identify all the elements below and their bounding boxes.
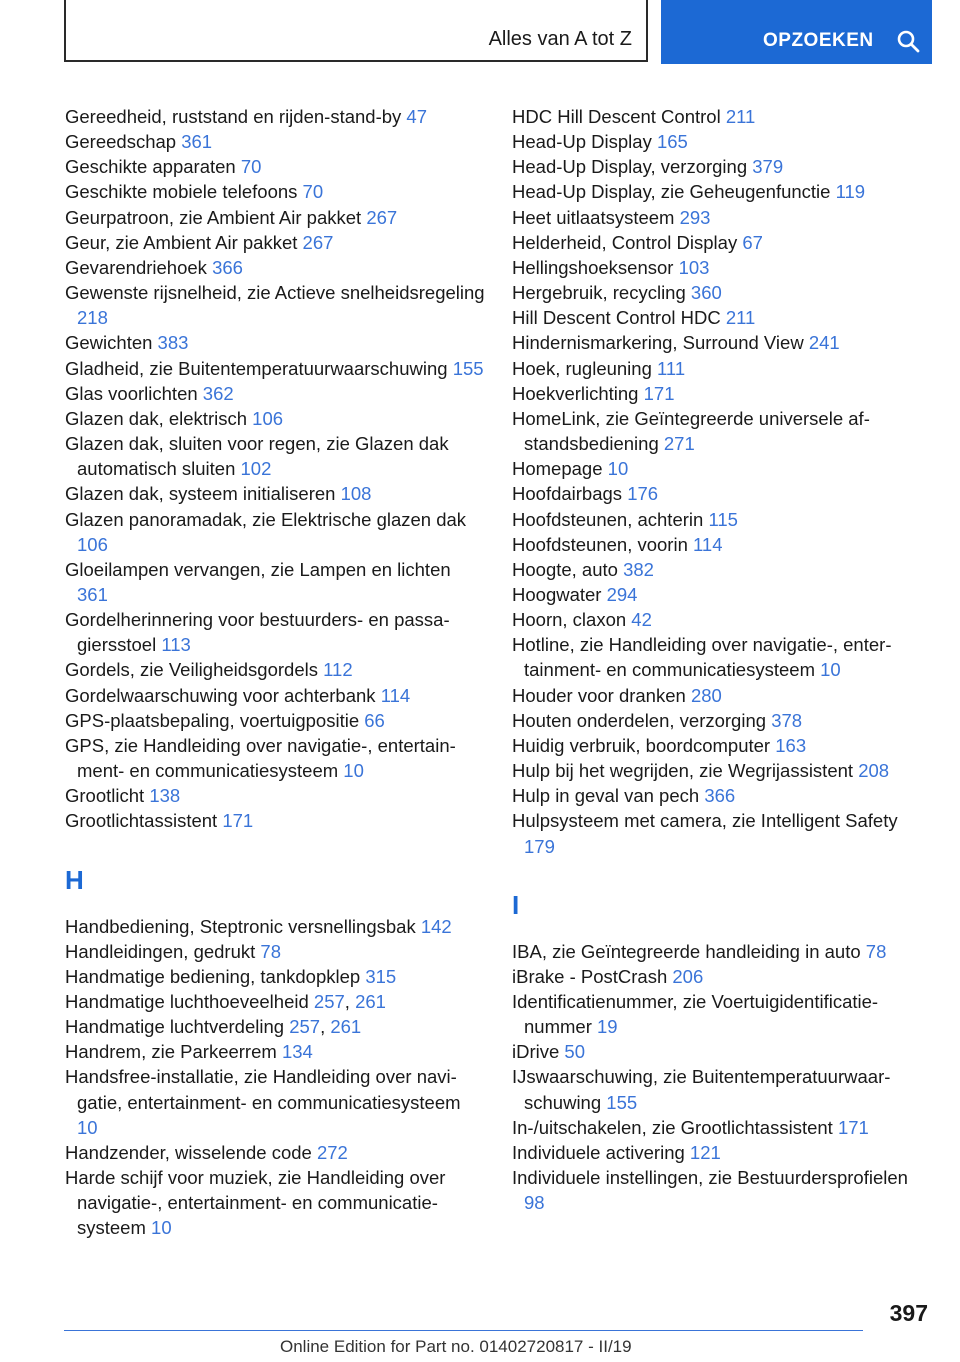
page-reference-link[interactable]: 113 bbox=[161, 634, 191, 656]
index-entry-text: iDrive bbox=[512, 1041, 560, 1063]
tab-a-to-z[interactable] bbox=[64, 0, 648, 62]
index-entry-text: Glazen dak, elektrisch bbox=[65, 407, 248, 429]
index-entry-text: Hindernismarkering, Surround View bbox=[512, 332, 804, 354]
index-entry-text: HDC Hill Descent Control bbox=[512, 106, 721, 127]
index-entry-text: Handleidingen, gedrukt bbox=[65, 940, 256, 962]
index-entry bbox=[512, 330, 912, 355]
page-reference-link[interactable]: 218 bbox=[77, 307, 108, 329]
index-entry bbox=[512, 557, 912, 582]
index-entry-text: Individuele activering bbox=[512, 1141, 685, 1163]
index-entry-text: Hoorn, claxon bbox=[512, 609, 627, 631]
index-entry bbox=[512, 1165, 912, 1215]
index-entry-text: In-/uitschakelen, zie Grootlichtassistent bbox=[512, 1116, 833, 1138]
index-entry bbox=[512, 532, 912, 557]
index-entry-text: Gevarendriehoek bbox=[65, 256, 207, 278]
index-entry bbox=[512, 758, 912, 783]
index-entry-text: Houder voor dranken bbox=[512, 684, 686, 706]
index-entry-text: Gloeilampen vervangen, zie Lampen en lichten bbox=[65, 558, 451, 580]
index-entry-text: Glazen dak, sluiten voor regen, zie Glazen dak automatisch sluiten bbox=[65, 433, 449, 480]
index-entry-text: IJswaarschuwing, zie Buitentemperatuurwaarschuwing bbox=[512, 1066, 891, 1113]
page-reference-link[interactable]: 108 bbox=[340, 483, 372, 505]
index-entry-text: Geurpatroon, zie Ambient Air pakket bbox=[65, 206, 362, 228]
index-entry bbox=[512, 1039, 912, 1064]
index-entry bbox=[65, 1014, 485, 1039]
index-entry-text: IBA, zie Geïntegreerde handleiding in auto bbox=[512, 940, 861, 962]
tab-a-to-z-label: Alles van A tot Z bbox=[488, 28, 632, 50]
index-entry-text: Handbediening, Steptronic versnellingsbak bbox=[65, 915, 416, 937]
page-reference-link[interactable]: 206 bbox=[672, 965, 704, 987]
page-reference-link[interactable]: 115 bbox=[708, 508, 738, 530]
index-entry bbox=[65, 280, 485, 330]
page-reference-link[interactable]: 378 bbox=[771, 709, 803, 731]
index-entry-text: Geschikte apparaten bbox=[65, 156, 236, 178]
index-entry bbox=[65, 964, 485, 989]
index-entry bbox=[512, 406, 912, 456]
index-entry-text: iBrake - PostCrash bbox=[512, 965, 668, 987]
index-entry-text: Heet uitlaatsysteem bbox=[512, 206, 675, 228]
index-entry bbox=[512, 989, 912, 1039]
page-reference-link[interactable]: 119 bbox=[835, 181, 866, 203]
index-entry bbox=[65, 607, 485, 657]
index-entry bbox=[512, 607, 912, 632]
index-entry bbox=[65, 104, 485, 129]
page-reference-link[interactable]: 163 bbox=[775, 734, 807, 756]
index-entry-text: Head-Up Display, verzorging bbox=[512, 156, 748, 178]
page-reference-link[interactable]: 211 bbox=[725, 307, 756, 329]
index-entry-text: Handmatige luchthoeveelheid bbox=[65, 991, 309, 1012]
index-entry bbox=[512, 280, 912, 305]
index-entry-text: Head-Up Display bbox=[512, 131, 652, 153]
page-reference-link[interactable]: 155 bbox=[452, 357, 484, 379]
page-reference-link[interactable]: 261 bbox=[330, 1016, 362, 1038]
index-entry bbox=[65, 507, 485, 557]
index-entry-text: Hulp bij het wegrijden, zie Wegrijassistent bbox=[512, 760, 854, 782]
index-entry-text: Hellingshoeksensor bbox=[512, 256, 674, 278]
index-entry bbox=[512, 808, 912, 858]
index-entry bbox=[512, 104, 912, 129]
page-reference-link[interactable]: 111 bbox=[657, 357, 686, 379]
index-entry bbox=[512, 1115, 912, 1140]
page-reference-link[interactable]: 78 bbox=[260, 940, 281, 962]
page-reference-link[interactable]: 294 bbox=[606, 583, 638, 605]
index-entry-text: Grootlicht bbox=[65, 785, 145, 807]
index-entry-text: Gordelherinnering voor bestuurders- en passagiersstoel bbox=[65, 609, 450, 656]
page-reference-link[interactable]: 102 bbox=[240, 458, 272, 480]
page-reference-link[interactable]: 114 bbox=[380, 684, 411, 706]
index-entry-text: Gladheid, zie Buitentemperatuurwaarschuwing bbox=[65, 357, 448, 379]
entry-list-i bbox=[512, 939, 912, 1216]
entry-list-g bbox=[65, 104, 485, 834]
index-entry bbox=[512, 381, 912, 406]
index-entry-text: Head-Up Display, zie Geheugenfunctie bbox=[512, 181, 831, 203]
page-reference-link[interactable]: 98 bbox=[524, 1192, 545, 1214]
index-entry bbox=[512, 481, 912, 506]
index-entry bbox=[512, 356, 912, 381]
index-entry-text: Gewichten bbox=[65, 332, 153, 354]
page-reference-link[interactable]: 257 bbox=[313, 991, 345, 1012]
index-entry bbox=[65, 1064, 485, 1139]
index-entry bbox=[65, 733, 485, 783]
index-entry-text: Hotline, zie Handleiding over navigatie-, entertainment- en communicatiesysteem bbox=[512, 634, 892, 681]
index-entry bbox=[65, 205, 485, 230]
index-entry-text: Individuele instellingen, zie Bestuurdersprofielen bbox=[512, 1167, 908, 1189]
index-entry bbox=[65, 154, 485, 179]
page-reference-link[interactable]: 10 bbox=[820, 659, 841, 681]
page-reference-link[interactable]: 383 bbox=[157, 332, 189, 354]
index-column-left bbox=[65, 104, 485, 1241]
page-reference-link[interactable]: 366 bbox=[212, 256, 243, 278]
index-entry-text: GPS-plaatsbepaling, voertuigpositie bbox=[65, 709, 360, 731]
page-reference-link[interactable]: 106 bbox=[77, 533, 108, 555]
index-entry-text: Glazen dak, systeem initialiseren bbox=[65, 483, 336, 505]
page-reference-link[interactable]: 366 bbox=[704, 785, 736, 807]
index-entry bbox=[65, 1039, 485, 1064]
page-reference-link[interactable]: 241 bbox=[808, 332, 840, 354]
index-entry bbox=[65, 330, 485, 355]
index-entry bbox=[65, 431, 485, 481]
index-entry bbox=[65, 783, 485, 808]
page-reference-link[interactable]: 165 bbox=[656, 131, 688, 153]
page-reference-link[interactable]: 10 bbox=[607, 458, 629, 480]
index-entry bbox=[512, 582, 912, 607]
index-entry-text: Gordels, zie Veiligheidsgordels bbox=[65, 659, 318, 681]
page-reference-link[interactable]: 361 bbox=[181, 131, 213, 153]
index-entry bbox=[512, 456, 912, 481]
index-entry-text: Hoek, rugleuning bbox=[512, 357, 652, 379]
index-entry-text: Hoofdsteunen, voorin bbox=[512, 533, 688, 555]
index-entry bbox=[65, 406, 485, 431]
index-entry-text: Hergebruik, recycling bbox=[512, 282, 686, 304]
entry-list-h bbox=[65, 914, 485, 1241]
index-entry-text: Hoofdsteunen, achterin bbox=[512, 508, 704, 530]
page-reference-link[interactable]: 67 bbox=[742, 231, 763, 253]
page-reference-link[interactable]: 155 bbox=[606, 1091, 638, 1113]
index-entry bbox=[512, 1064, 912, 1114]
ref-separator: , bbox=[344, 991, 350, 1012]
page-reference-link[interactable]: 280 bbox=[690, 684, 722, 706]
index-entry-text: Hoogwater bbox=[512, 583, 602, 605]
section-letter-i: I bbox=[512, 889, 520, 920]
search-button[interactable] bbox=[661, 0, 932, 64]
section-letter-h: H bbox=[65, 864, 84, 895]
index-entry-text: Hill Descent Control HDC bbox=[512, 307, 721, 329]
index-entry bbox=[65, 808, 485, 833]
page-reference-link[interactable]: 19 bbox=[597, 1016, 618, 1038]
index-entry bbox=[65, 179, 485, 204]
index-entry-text: HomeLink, zie Geïntegreerde universele afstandsbediening bbox=[512, 407, 870, 455]
index-entry bbox=[65, 1165, 485, 1240]
index-entry-text: Gewenste rijsnelheid, zie Actieve snelheidsregeling bbox=[65, 282, 485, 304]
index-entry bbox=[512, 129, 912, 154]
search-button-label: OPZOEKEN bbox=[763, 30, 874, 51]
index-entry bbox=[65, 381, 485, 406]
page-reference-link[interactable]: 267 bbox=[302, 231, 334, 253]
index-entry bbox=[65, 708, 485, 733]
page-reference-link[interactable]: 362 bbox=[202, 382, 234, 404]
page-reference-link[interactable]: 271 bbox=[663, 433, 695, 455]
index-entry-text: Handsfree-installatie, zie Handleiding over navigatie, entertainment- en communicatiesysteem bbox=[65, 1066, 461, 1113]
header-bar bbox=[64, 0, 932, 64]
page-reference-link[interactable]: 47 bbox=[406, 106, 427, 127]
index-entry-text: Geur, zie Ambient Air pakket bbox=[65, 231, 298, 253]
index-entry bbox=[512, 632, 912, 682]
index-entry bbox=[512, 964, 912, 989]
page-reference-link[interactable]: 257 bbox=[289, 1016, 321, 1038]
index-entry-text: Harde schijf voor muziek, zie Handleiding over navigatie-, entertainment- en communicatiesysteem bbox=[65, 1167, 446, 1239]
index-entry-text: Hoofdairbags bbox=[512, 483, 623, 505]
page-reference-link[interactable]: 10 bbox=[343, 760, 364, 782]
page-reference-link[interactable]: 103 bbox=[678, 256, 710, 278]
page-reference-link[interactable]: 293 bbox=[679, 206, 711, 228]
index-entry-text: Handzender, wisselende code bbox=[65, 1141, 312, 1163]
page-reference-link[interactable]: 171 bbox=[222, 810, 254, 832]
index-entry bbox=[65, 914, 485, 939]
page-reference-link[interactable]: 106 bbox=[252, 407, 284, 429]
index-entry bbox=[65, 230, 485, 255]
index-entry-text: Gordelwaarschuwing voor achterbank bbox=[65, 684, 376, 706]
index-entry-text: Hulp in geval van pech bbox=[512, 785, 700, 807]
page-reference-link[interactable]: 121 bbox=[689, 1141, 721, 1163]
page-reference-link[interactable]: 261 bbox=[355, 991, 386, 1012]
page-reference-link[interactable]: 267 bbox=[366, 206, 398, 228]
page-reference-link[interactable]: 78 bbox=[865, 940, 887, 962]
page-reference-link[interactable]: 70 bbox=[302, 181, 324, 203]
index-entry bbox=[512, 179, 912, 204]
page-reference-link[interactable]: 42 bbox=[631, 609, 652, 631]
page-reference-link[interactable]: 10 bbox=[77, 1116, 98, 1138]
index-entry bbox=[65, 481, 485, 506]
page-reference-link[interactable]: 379 bbox=[752, 156, 784, 178]
index-entry bbox=[512, 708, 912, 733]
index-entry bbox=[512, 733, 912, 758]
page-reference-link[interactable]: 208 bbox=[858, 760, 890, 782]
search-icon bbox=[896, 29, 920, 53]
index-entry bbox=[512, 1140, 912, 1165]
page-reference-link[interactable]: 171 bbox=[837, 1116, 869, 1138]
index-entry-text: Hoogte, auto bbox=[512, 558, 618, 580]
index-entry-text: Gereedheid, ruststand en rijden-stand-by bbox=[65, 106, 402, 127]
index-entry-text: Hoekverlichting bbox=[512, 382, 639, 404]
page-reference-link[interactable]: 112 bbox=[323, 659, 353, 681]
index-column-right bbox=[512, 104, 912, 1215]
index-entry-text: Handmatige bediening, tankdopklep bbox=[65, 965, 361, 987]
index-entry bbox=[65, 939, 485, 964]
index-entry-text: Gereedschap bbox=[65, 131, 177, 153]
index-entry bbox=[512, 507, 912, 532]
index-entry-text: GPS, zie Handleiding over navigatie-, entertainment- en communicatiesysteem bbox=[65, 734, 456, 782]
page-reference-link[interactable]: 10 bbox=[151, 1217, 172, 1239]
page-reference-link[interactable]: 50 bbox=[564, 1041, 585, 1063]
page-reference-link[interactable]: 134 bbox=[281, 1041, 313, 1063]
index-entry-text: Geschikte mobiele telefoons bbox=[65, 181, 298, 203]
footer-divider bbox=[64, 1330, 863, 1331]
page-reference-link[interactable]: 179 bbox=[524, 835, 555, 857]
index-entry bbox=[65, 683, 485, 708]
index-entry bbox=[65, 557, 485, 607]
page-reference-link[interactable]: 138 bbox=[149, 785, 181, 807]
page-reference-link[interactable]: 171 bbox=[643, 382, 675, 404]
index-entry bbox=[512, 230, 912, 255]
index-entry bbox=[65, 1140, 485, 1165]
page-reference-link[interactable]: 176 bbox=[627, 483, 659, 505]
index-entry bbox=[65, 129, 485, 154]
index-entry-text: Handrem, zie Parkeerrem bbox=[65, 1041, 277, 1063]
page-number: 397 bbox=[889, 1300, 928, 1326]
page-reference-link[interactable]: 70 bbox=[240, 156, 262, 178]
index-entry bbox=[65, 356, 485, 381]
index-entry-text: Helderheid, Control Display bbox=[512, 231, 738, 253]
index-entry-text: Homepage bbox=[512, 458, 603, 480]
index-entry bbox=[512, 939, 912, 964]
index-entry bbox=[512, 783, 912, 808]
index-entry-text: Glas voorlichten bbox=[65, 382, 198, 404]
page-reference-link[interactable]: 272 bbox=[316, 1141, 348, 1163]
index-entry-text: Grootlichtassistent bbox=[65, 810, 218, 832]
index-entry-text: Hulpsysteem met camera, zie Intelligent Safety bbox=[512, 810, 898, 832]
index-entry bbox=[512, 305, 912, 330]
edition-footer: Online Edition for Part no. 01402720817 - II/19 bbox=[280, 1337, 632, 1356]
page-reference-link[interactable]: 315 bbox=[365, 965, 397, 987]
page-reference-link[interactable]: 382 bbox=[623, 558, 654, 580]
index-entry-text: Huidig verbruik, boordcomputer bbox=[512, 734, 771, 756]
index-entry bbox=[512, 154, 912, 179]
index-entry bbox=[65, 989, 485, 1014]
page-reference-link[interactable]: 114 bbox=[693, 533, 723, 555]
page-reference-link[interactable]: 66 bbox=[364, 709, 385, 731]
page-reference-link[interactable]: 142 bbox=[420, 915, 452, 937]
index-entry-text: Handmatige luchtverdeling bbox=[65, 1016, 285, 1038]
index-entry bbox=[65, 657, 485, 682]
index-entry-text: Identificatienummer, zie Voertuigidentificatienummer bbox=[512, 991, 879, 1038]
index-entry bbox=[512, 255, 912, 280]
index-entry-text: Houten onderdelen, verzorging bbox=[512, 709, 767, 731]
page-reference-link[interactable]: 361 bbox=[77, 583, 108, 605]
index-entry-text: Glazen panoramadak, zie Elektrische glazen dak bbox=[65, 508, 467, 530]
index-entry bbox=[512, 205, 912, 230]
index-entry bbox=[65, 255, 485, 280]
entry-list-h-cont bbox=[512, 104, 912, 859]
page-reference-link[interactable]: 360 bbox=[690, 282, 722, 304]
page-reference-link[interactable]: 211 bbox=[725, 106, 756, 127]
index-entry bbox=[512, 683, 912, 708]
ref-separator: , bbox=[320, 1016, 326, 1038]
